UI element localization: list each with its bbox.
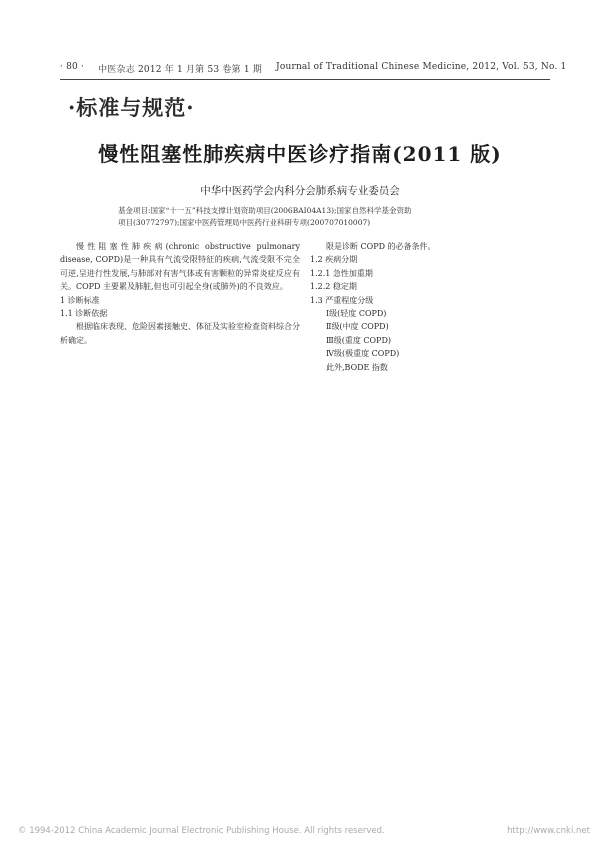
- grade-3: Ⅲ级(重度 COPD): [326, 335, 391, 345]
- intro-paragraph: 慢性阻塞性肺疾病(chronic obstructive pulmonary disease, COPD)是一种具有气流受限特征的疾病,气流受限不完全可逆,呈进行性发展,与肺部对有害气体或有害颗粒的异常炎症反应有关。COPD 主要累及肺脏,但也可引起全身(或肺外)的不良效应。: [60, 242, 300, 292]
- running-head: [60, 62, 567, 80]
- heading-severity: 1.3 严重程度分级: [310, 295, 374, 305]
- journal-en: Journal of Traditional Chinese Medicine, 2012, Vol. 53, No. 1: [276, 62, 567, 72]
- journal-cn: 中医杂志 2012 年 1 月第 53 卷第 1 期: [98, 65, 263, 75]
- page-number: · 80 ·: [60, 62, 85, 72]
- basis-paragraph: 根据临床表现、危险因素接触史、体征及实验室检查资料综合分析确定。: [60, 322, 300, 345]
- heading-basis: 1.1 诊断依据: [60, 309, 108, 319]
- copyright: © 1994-2012 China Academic Journal Electronic Publishing House. All rights reserved.: [18, 826, 385, 836]
- funding-note: [118, 205, 510, 229]
- authors: 中华中医药学会内科分会肺系病专业委员会: [200, 185, 400, 197]
- page-footer: [18, 826, 590, 836]
- footer-url[interactable]: http://www.cnki.net: [507, 826, 590, 836]
- right-column: [310, 240, 550, 374]
- grade-1: Ⅰ级(轻度 COPD): [326, 309, 387, 319]
- funding-line: 基金项目:国家“十一五”科技支撑计划资助项目(2006BAI04A13);国家自然科学基金资助: [118, 206, 412, 215]
- left-column: [60, 240, 300, 347]
- heading-acute: 1.2.1 急性加重期: [310, 268, 373, 278]
- grade-2: Ⅱ级(中度 COPD): [326, 322, 389, 332]
- heading-diagnosis: 1 诊断标准: [60, 295, 100, 305]
- heading-staging: 1.2 疾病分期: [310, 255, 358, 265]
- article-title: 慢性阻塞性肺疾病中医诊疗指南(2011 版): [98, 142, 502, 166]
- grade-4: Ⅳ级(极重度 COPD): [326, 349, 400, 359]
- continuation-paragraph: 限是诊断 COPD 的必备条件。: [326, 242, 436, 251]
- bode-paragraph: 此外,BODE 指数: [326, 362, 388, 372]
- section-title: ·标准与规范·: [68, 95, 195, 120]
- heading-stable: 1.2.2 稳定期: [310, 282, 357, 292]
- funding-line: 项目(30772797);国家中医药管理局中医药行业科研专项(200707010007): [118, 218, 371, 227]
